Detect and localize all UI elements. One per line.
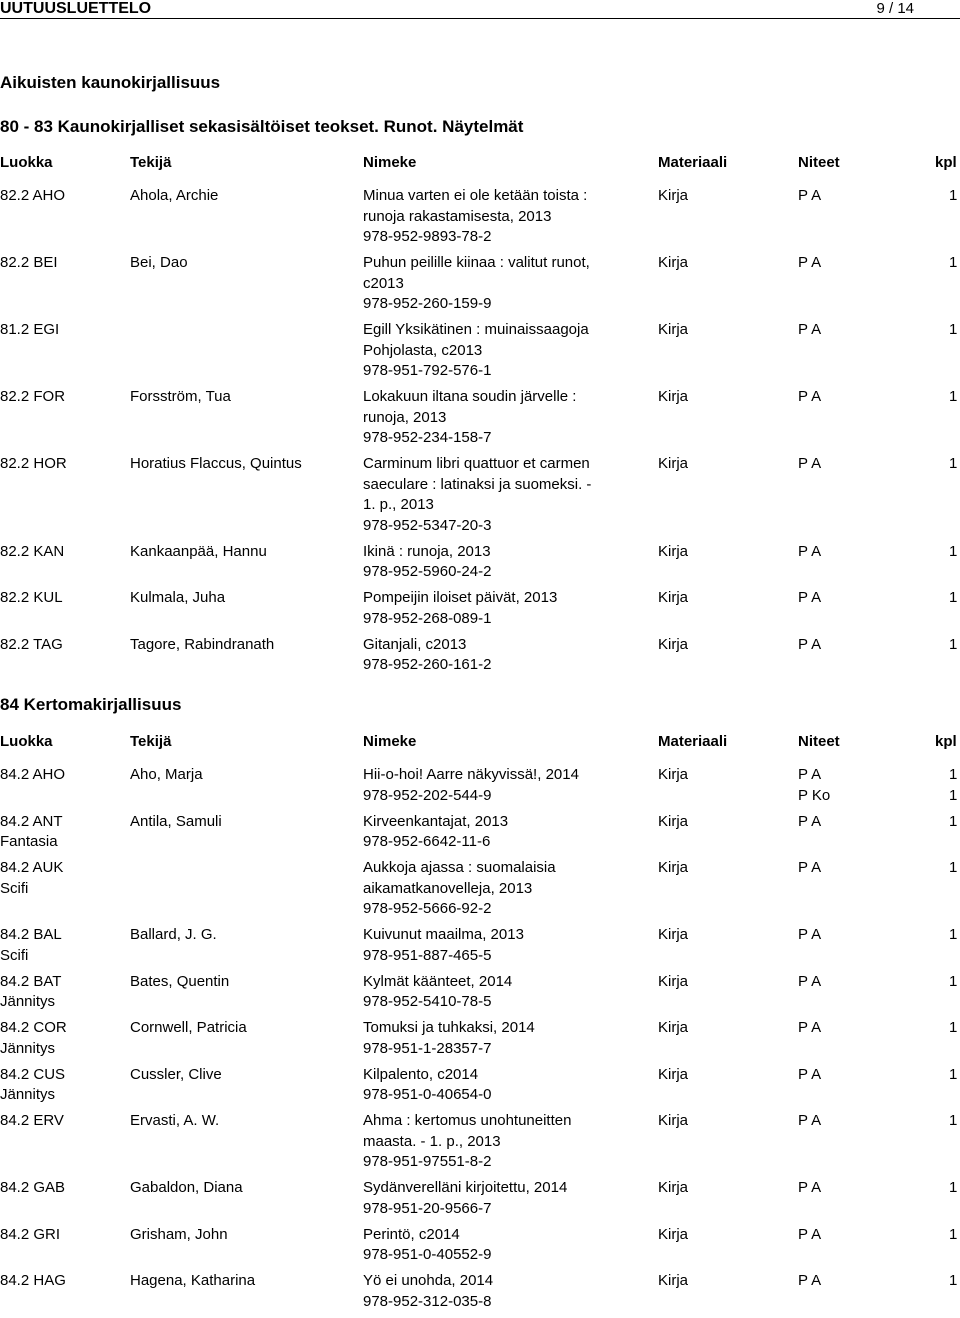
col-niteet: Niteet (798, 733, 840, 750)
luokka-line: Jännitys (0, 1039, 56, 1057)
nimeke-line: Sydänverelläni kirjoitettu, 2014 (363, 1179, 568, 1196)
kpl-line: 1 (949, 812, 958, 830)
nimeke-line: maasta. - 1. p., 2013 (363, 1132, 501, 1150)
kpl-line: 1 (949, 388, 958, 405)
luokka-line: 84.2 GRI (0, 1225, 61, 1243)
cell-nimeke (363, 1225, 625, 1266)
kpl-line: 1 (949, 972, 958, 990)
nimeke-line: 978-952-5347-20-3 (363, 516, 492, 534)
cell-luokka (0, 542, 120, 563)
cell-kpl (949, 765, 960, 806)
cell-niteet (798, 765, 878, 806)
table-row (0, 588, 960, 635)
cell-kpl (949, 1178, 960, 1199)
nimeke-line: Tomuksi ja tuhkaksi, 2014 (363, 1019, 535, 1036)
cell-materiaali: Kirja (658, 254, 689, 271)
niteet-line: P A (798, 926, 822, 943)
nimeke-line: 978-952-260-161-2 (363, 656, 492, 673)
cell-niteet (798, 1111, 878, 1132)
kpl-line: 1 (949, 455, 958, 472)
nimeke-line: 978-952-5410-78-5 (363, 993, 492, 1010)
nimeke-line: Hii-o-hoi! Aarre näkyvissä!, 2014 (363, 766, 579, 783)
cell-tekija: Cussler, Clive (130, 1065, 222, 1083)
cell-materiaali: Kirja (658, 926, 689, 943)
kpl-line: 1 (949, 1112, 958, 1129)
cell-tekija: Bates, Quentin (130, 972, 230, 990)
cell-tekija: Cornwell, Patricia (130, 1019, 247, 1036)
luokka-line: Fantasia (0, 833, 58, 850)
nimeke-line: 978-952-268-089-1 (363, 609, 492, 627)
nimeke-line: Puhun peilille kiinaa : valitut runot, (363, 254, 590, 271)
cell-kpl (949, 1065, 960, 1086)
kpl-line: 1 (949, 1179, 958, 1196)
cell-kpl (949, 635, 960, 656)
luokka-line: Jännitys (0, 1086, 56, 1103)
nimeke-line: Kylmät käänteet, 2014 (363, 972, 513, 990)
kpl-line: 1 (949, 926, 958, 943)
nimeke-line: Yö ei unohda, 2014 (363, 1272, 494, 1289)
table-row (0, 320, 960, 387)
cell-kpl (949, 925, 960, 946)
nimeke-line: Pompeijin iloiset päivät, 2013 (363, 589, 558, 606)
luokka-line: 84.2 HAG (0, 1272, 66, 1289)
niteet-line: P A (798, 1179, 822, 1196)
niteet-line: P Ko (798, 786, 831, 804)
luokka-line: 84.2 ANT (0, 812, 63, 830)
kpl-line: 1 (949, 542, 958, 560)
cell-niteet (798, 925, 878, 946)
cell-tekija: Horatius Flaccus, Quintus (130, 455, 302, 472)
cell-nimeke (363, 635, 625, 676)
cell-materiaali: Kirja (658, 455, 689, 472)
nimeke-line: Kuivunut maailma, 2013 (363, 926, 524, 943)
cell-materiaali: Kirja (658, 542, 689, 560)
nimeke-line: 978-952-5666-92-2 (363, 900, 492, 917)
cell-tekija: Antila, Samuli (130, 812, 222, 830)
page-header (0, 0, 960, 16)
nimeke-line: runoja, 2013 (363, 408, 447, 426)
nimeke-line: Gitanjali, c2013 (363, 635, 467, 653)
cell-materiaali: Kirja (658, 388, 689, 405)
kpl-line: 1 (949, 1065, 958, 1083)
cell-luokka (0, 320, 120, 341)
cell-kpl (949, 320, 960, 341)
table-row (0, 1111, 960, 1178)
nimeke-line: 978-951-97551-8-2 (363, 1153, 492, 1170)
table-row (0, 812, 960, 859)
kpl-line: 1 (949, 187, 958, 204)
luokka-line: 81.2 EGI (0, 321, 60, 338)
col-tekija: Tekijä (130, 733, 172, 750)
kpl-line: 1 (949, 254, 958, 271)
cell-nimeke (363, 1111, 625, 1173)
nimeke-line: Egill Yksikätinen : muinaissaagoja (363, 321, 589, 338)
page-number: 9 / 14 (876, 0, 914, 17)
nimeke-line: 978-952-6642-11-6 (363, 833, 491, 850)
cell-niteet (798, 253, 878, 274)
cell-niteet (798, 972, 878, 993)
cell-kpl (949, 588, 960, 609)
col-materiaali: Materiaali (658, 733, 728, 750)
nimeke-line: saeculare : latinaksi ja suomeksi. - (363, 475, 592, 493)
cell-luokka (0, 588, 120, 609)
cell-niteet (798, 454, 878, 475)
col-nimeke: Nimeke (363, 154, 417, 171)
cell-niteet (798, 1271, 878, 1292)
nimeke-line: Lokakuun iltana soudin järvelle : (363, 388, 577, 405)
nimeke-line: 978-952-260-159-9 (363, 295, 492, 312)
luokka-line: 84.2 AUK (0, 859, 64, 876)
luokka-line: 84.2 GAB (0, 1179, 66, 1196)
nimeke-line: Perintö, c2014 (363, 1225, 460, 1243)
niteet-line: P A (798, 766, 822, 783)
cell-materiaali: Kirja (658, 1019, 689, 1036)
cell-kpl (949, 1271, 960, 1292)
table-row (0, 635, 960, 682)
cell-luokka (0, 925, 120, 966)
luokka-line: 84.2 ERV (0, 1112, 64, 1129)
kpl-line: 1 (949, 635, 958, 653)
cell-niteet (798, 542, 878, 563)
cell-materiaali: Kirja (658, 1225, 689, 1243)
cell-luokka (0, 1225, 120, 1246)
col-materiaali: Materiaali (658, 154, 728, 171)
table-row (0, 1225, 960, 1272)
cell-tekija: Aho, Marja (130, 766, 203, 783)
cell-luokka (0, 635, 120, 656)
table-row (0, 972, 960, 1019)
cell-niteet (798, 1178, 878, 1199)
cell-nimeke (363, 972, 625, 1013)
kpl-line: 1 (949, 1225, 958, 1243)
niteet-line: P A (798, 1272, 822, 1289)
nimeke-line: 978-952-234-158-7 (363, 429, 492, 446)
cell-materiaali: Kirja (658, 321, 689, 338)
luokka-line: 82.2 FOR (0, 388, 66, 405)
nimeke-line: Carminum libri quattuor et carmen (363, 455, 590, 472)
cell-luokka (0, 253, 120, 274)
cell-kpl (949, 542, 960, 563)
book-list-poetry (0, 186, 960, 681)
cell-niteet (798, 186, 878, 207)
table-row (0, 1018, 960, 1065)
cell-nimeke (363, 1178, 625, 1219)
cell-luokka (0, 1178, 120, 1199)
cell-luokka (0, 387, 120, 408)
kpl-line: 1 (949, 321, 958, 338)
nimeke-line: Minua varten ei ole ketään toista : (363, 187, 588, 204)
niteet-line: P A (798, 455, 822, 472)
cell-materiaali: Kirja (658, 1112, 689, 1129)
cell-materiaali: Kirja (658, 1065, 689, 1083)
cell-niteet (798, 1225, 878, 1246)
cell-materiaali: Kirja (658, 635, 689, 653)
cell-kpl (949, 186, 960, 207)
column-header-row (0, 153, 960, 173)
cell-kpl (949, 454, 960, 475)
cell-materiaali: Kirja (658, 812, 689, 830)
kpl-line: 1 (949, 859, 958, 876)
nimeke-line: Kilpalento, c2014 (363, 1065, 479, 1083)
cell-kpl (949, 972, 960, 993)
table-row (0, 1178, 960, 1225)
cell-nimeke (363, 454, 625, 536)
col-luokka: Luokka (0, 733, 53, 750)
cell-niteet (798, 387, 878, 408)
table-row (0, 253, 960, 320)
cell-kpl (949, 387, 960, 408)
table-row (0, 186, 960, 253)
luokka-line: 84.2 COR (0, 1019, 67, 1036)
col-kpl: kpl (935, 154, 957, 171)
col-luokka: Luokka (0, 154, 53, 171)
cell-luokka (0, 765, 120, 786)
column-header-row (0, 732, 960, 752)
cell-luokka (0, 1111, 120, 1132)
col-kpl: kpl (935, 733, 957, 750)
cell-tekija: Bei, Dao (130, 254, 188, 271)
nimeke-line: c2013 (363, 274, 404, 292)
niteet-line: P A (798, 589, 822, 606)
section-title: Aikuisten kaunokirjallisuus (0, 73, 221, 92)
cell-materiaali: Kirja (658, 766, 689, 783)
nimeke-line: 978-952-312-035-8 (363, 1292, 492, 1310)
table-row (0, 454, 960, 542)
cell-tekija: Ahola, Archie (130, 187, 219, 204)
nimeke-line: 978-951-1-28357-7 (363, 1039, 492, 1057)
cell-luokka (0, 812, 120, 853)
cell-tekija: Hagena, Katharina (130, 1272, 256, 1289)
cell-nimeke (363, 253, 625, 315)
niteet-line: P A (798, 254, 822, 271)
cell-tekija: Tagore, Rabindranath (130, 635, 275, 653)
cell-nimeke (363, 588, 625, 629)
nimeke-line: Ahma : kertomus unohtuneitten (363, 1112, 572, 1129)
luokka-line: 82.2 BEI (0, 254, 58, 271)
kpl-line: 1 (949, 1272, 958, 1289)
niteet-line: P A (798, 635, 822, 653)
book-list-fiction (0, 765, 960, 1318)
cell-tekija: Kankaanpää, Hannu (130, 542, 267, 560)
cell-nimeke (363, 1065, 625, 1106)
cell-nimeke (363, 812, 625, 853)
nimeke-line: Kirveenkantajat, 2013 (363, 812, 509, 830)
niteet-line: P A (798, 1225, 822, 1243)
cell-nimeke (363, 387, 625, 449)
luokka-line: 84.2 BAT (0, 972, 62, 990)
nimeke-line: 978-952-5960-24-2 (363, 563, 492, 580)
table-row (0, 387, 960, 454)
cell-nimeke (363, 1018, 625, 1059)
cell-nimeke (363, 765, 625, 806)
cell-kpl (949, 1225, 960, 1246)
col-tekija: Tekijä (130, 154, 172, 171)
kpl-line: 1 (949, 766, 958, 783)
niteet-line: P A (798, 972, 822, 990)
luokka-line: 84.2 BAL (0, 926, 62, 943)
niteet-line: P A (798, 187, 822, 204)
document-title: UUTUUSLUETTELO (0, 0, 152, 17)
cell-tekija: Grisham, John (130, 1225, 228, 1243)
nimeke-line: 1. p., 2013 (363, 496, 434, 513)
cell-materiaali: Kirja (658, 1272, 689, 1289)
kpl-line: 1 (949, 786, 958, 804)
niteet-line: P A (798, 388, 822, 405)
luokka-line: Scifi (0, 879, 29, 897)
table-row (0, 858, 960, 925)
kpl-line: 1 (949, 1019, 958, 1036)
luokka-line: 82.2 KUL (0, 589, 63, 606)
luokka-line: 84.2 AHO (0, 766, 66, 783)
table-row (0, 765, 960, 812)
cell-niteet (798, 812, 878, 833)
nimeke-line: 978-951-887-465-5 (363, 946, 492, 964)
luokka-line: 84.2 CUS (0, 1065, 66, 1083)
cell-niteet (798, 1065, 878, 1086)
table-row (0, 1271, 960, 1318)
cell-materiaali: Kirja (658, 972, 689, 990)
niteet-line: P A (798, 1112, 822, 1129)
cell-materiaali: Kirja (658, 1179, 689, 1196)
cell-materiaali: Kirja (658, 187, 689, 204)
cell-luokka (0, 1065, 120, 1106)
cell-luokka (0, 454, 120, 475)
table-row (0, 925, 960, 972)
cell-niteet (798, 858, 878, 879)
luokka-line: 82.2 KAN (0, 542, 65, 560)
col-niteet: Niteet (798, 154, 840, 171)
luokka-line: Jännitys (0, 993, 56, 1010)
cell-niteet (798, 1018, 878, 1039)
cell-nimeke (363, 858, 625, 920)
cell-tekija: Gabaldon, Diana (130, 1179, 243, 1196)
cell-nimeke (363, 186, 625, 248)
niteet-line: P A (798, 812, 822, 830)
nimeke-line: 978-951-0-40654-0 (363, 1086, 492, 1103)
cell-luokka (0, 1018, 120, 1059)
cell-kpl (949, 1018, 960, 1039)
nimeke-line: 978-951-0-40552-9 (363, 1246, 492, 1263)
cell-kpl (949, 858, 960, 879)
cell-tekija: Ervasti, A. W. (130, 1112, 220, 1129)
cell-tekija: Ballard, J. G. (130, 926, 217, 943)
nimeke-line: Aukkoja ajassa : suomalaisia (363, 859, 556, 876)
niteet-line: P A (798, 321, 822, 338)
cell-nimeke (363, 542, 625, 583)
niteet-line: P A (798, 1019, 822, 1036)
table-row (0, 1065, 960, 1112)
cell-luokka (0, 1271, 120, 1292)
kpl-line: 1 (949, 589, 958, 606)
niteet-line: P A (798, 542, 822, 560)
cell-nimeke (363, 925, 625, 966)
cell-materiaali: Kirja (658, 589, 689, 606)
nimeke-line: 978-951-792-576-1 (363, 362, 492, 379)
table-row (0, 542, 960, 589)
niteet-line: P A (798, 1065, 822, 1083)
nimeke-line: 978-952-9893-78-2 (363, 228, 492, 245)
col-nimeke: Nimeke (363, 733, 417, 750)
luokka-line: 82.2 AHO (0, 187, 66, 204)
cell-luokka (0, 186, 120, 207)
luokka-line: Scifi (0, 946, 29, 964)
cell-niteet (798, 320, 878, 341)
luokka-line: 82.2 TAG (0, 635, 63, 653)
cell-kpl (949, 1111, 960, 1132)
nimeke-line: aikamatkanovelleja, 2013 (363, 879, 533, 897)
nimeke-line: 978-952-202-544-9 (363, 786, 492, 804)
cell-luokka (0, 858, 120, 899)
cell-kpl (949, 253, 960, 274)
cell-tekija: Forsström, Tua (130, 388, 231, 405)
cell-luokka (0, 972, 120, 1013)
section-heading-poetry: 80 - 83 Kaunokirjalliset sekasisältöiset teokset. Runot. Näytelmät (0, 117, 524, 136)
cell-nimeke (363, 1271, 625, 1312)
nimeke-line: Pohjolasta, c2013 (363, 341, 483, 359)
cell-materiaali: Kirja (658, 859, 689, 876)
cell-niteet (798, 635, 878, 656)
nimeke-line: Ikinä : runoja, 2013 (363, 542, 491, 560)
cell-niteet (798, 588, 878, 609)
cell-kpl (949, 812, 960, 833)
cell-nimeke (363, 320, 625, 382)
nimeke-line: runoja rakastamisesta, 2013 (363, 207, 552, 225)
cell-tekija: Kulmala, Juha (130, 589, 226, 606)
section-heading-fiction: 84 Kertomakirjallisuus (0, 695, 182, 714)
nimeke-line: 978-951-20-9566-7 (363, 1199, 492, 1217)
niteet-line: P A (798, 859, 822, 876)
header-divider (0, 18, 960, 19)
luokka-line: 82.2 HOR (0, 455, 67, 472)
